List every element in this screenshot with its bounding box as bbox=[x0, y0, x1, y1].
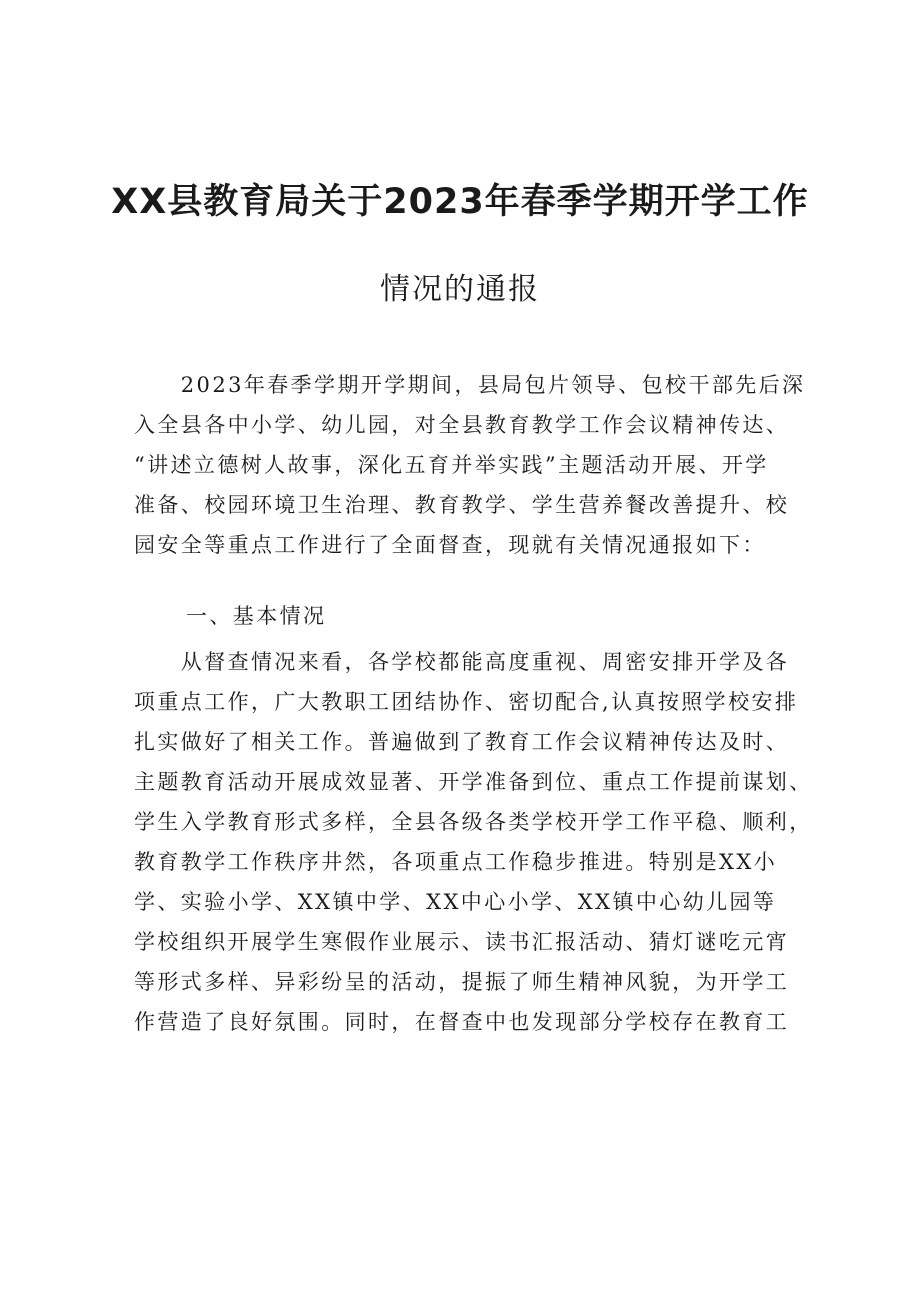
section1-line: 教育教学工作秩序井然，各项重点工作稳步推进。特别是XX小 bbox=[134, 850, 778, 874]
intro-paragraph bbox=[134, 365, 806, 565]
document-title-line2: 情况的通报 bbox=[380, 272, 540, 307]
section1-line: 项重点工作，广大教职工团结协作、密切配合,认真按照学校安排 bbox=[134, 690, 799, 714]
section1-line: 学校组织开展学生寒假作业展示、读书汇报活动、猜灯谜吃元宵 bbox=[134, 930, 790, 954]
section1-line: 扎实做好了相关工作。普遍做到了教育工作会议精神传达及时、 bbox=[134, 730, 790, 754]
section1-line: 作营造了良好氛围。同时，在督查中也发现部分学校存在教育工 bbox=[134, 1010, 790, 1034]
intro-line: 2023年春季学期开学期间，县局包片领导、包校干部先后深 bbox=[134, 373, 806, 397]
section1-line: 等形式多样、异彩纷呈的活动，提振了师生精神风貌，为开学工 bbox=[134, 970, 790, 994]
section1-line: 学生入学教育形式多样，全县各级各类学校开学工作平稳、顺利， bbox=[134, 810, 813, 834]
section1-paragraph bbox=[134, 642, 813, 1042]
section1-line: 主题教育活动开展成效显著、开学准备到位、重点工作提前谋划、 bbox=[134, 770, 813, 794]
intro-line: 入全县各中小学、幼儿园，对全县教育教学工作会议精神传达、 bbox=[134, 413, 790, 437]
document-title-line1: XX县教育局关于2023年春季学期开学工作 bbox=[111, 182, 809, 222]
section-heading-basic-situation: 一、基本情况 bbox=[186, 604, 327, 628]
section1-line: 从督查情况来看，各学校都能高度重视、周密安排开学及各 bbox=[134, 650, 790, 674]
intro-line: 准备、校园环境卫生治理、教育教学、学生营养餐改善提升、校 bbox=[134, 493, 790, 517]
section1-line: 学、实验小学、XX镇中学、XX中心小学、XX镇中心幼儿园等 bbox=[134, 890, 777, 914]
intro-line: “讲述立德树人故事，深化五育并举实践”主题活动开展、开学 bbox=[134, 453, 769, 477]
intro-line: 园安全等重点工作进行了全面督查，现就有关情况通报如下： bbox=[134, 533, 766, 557]
